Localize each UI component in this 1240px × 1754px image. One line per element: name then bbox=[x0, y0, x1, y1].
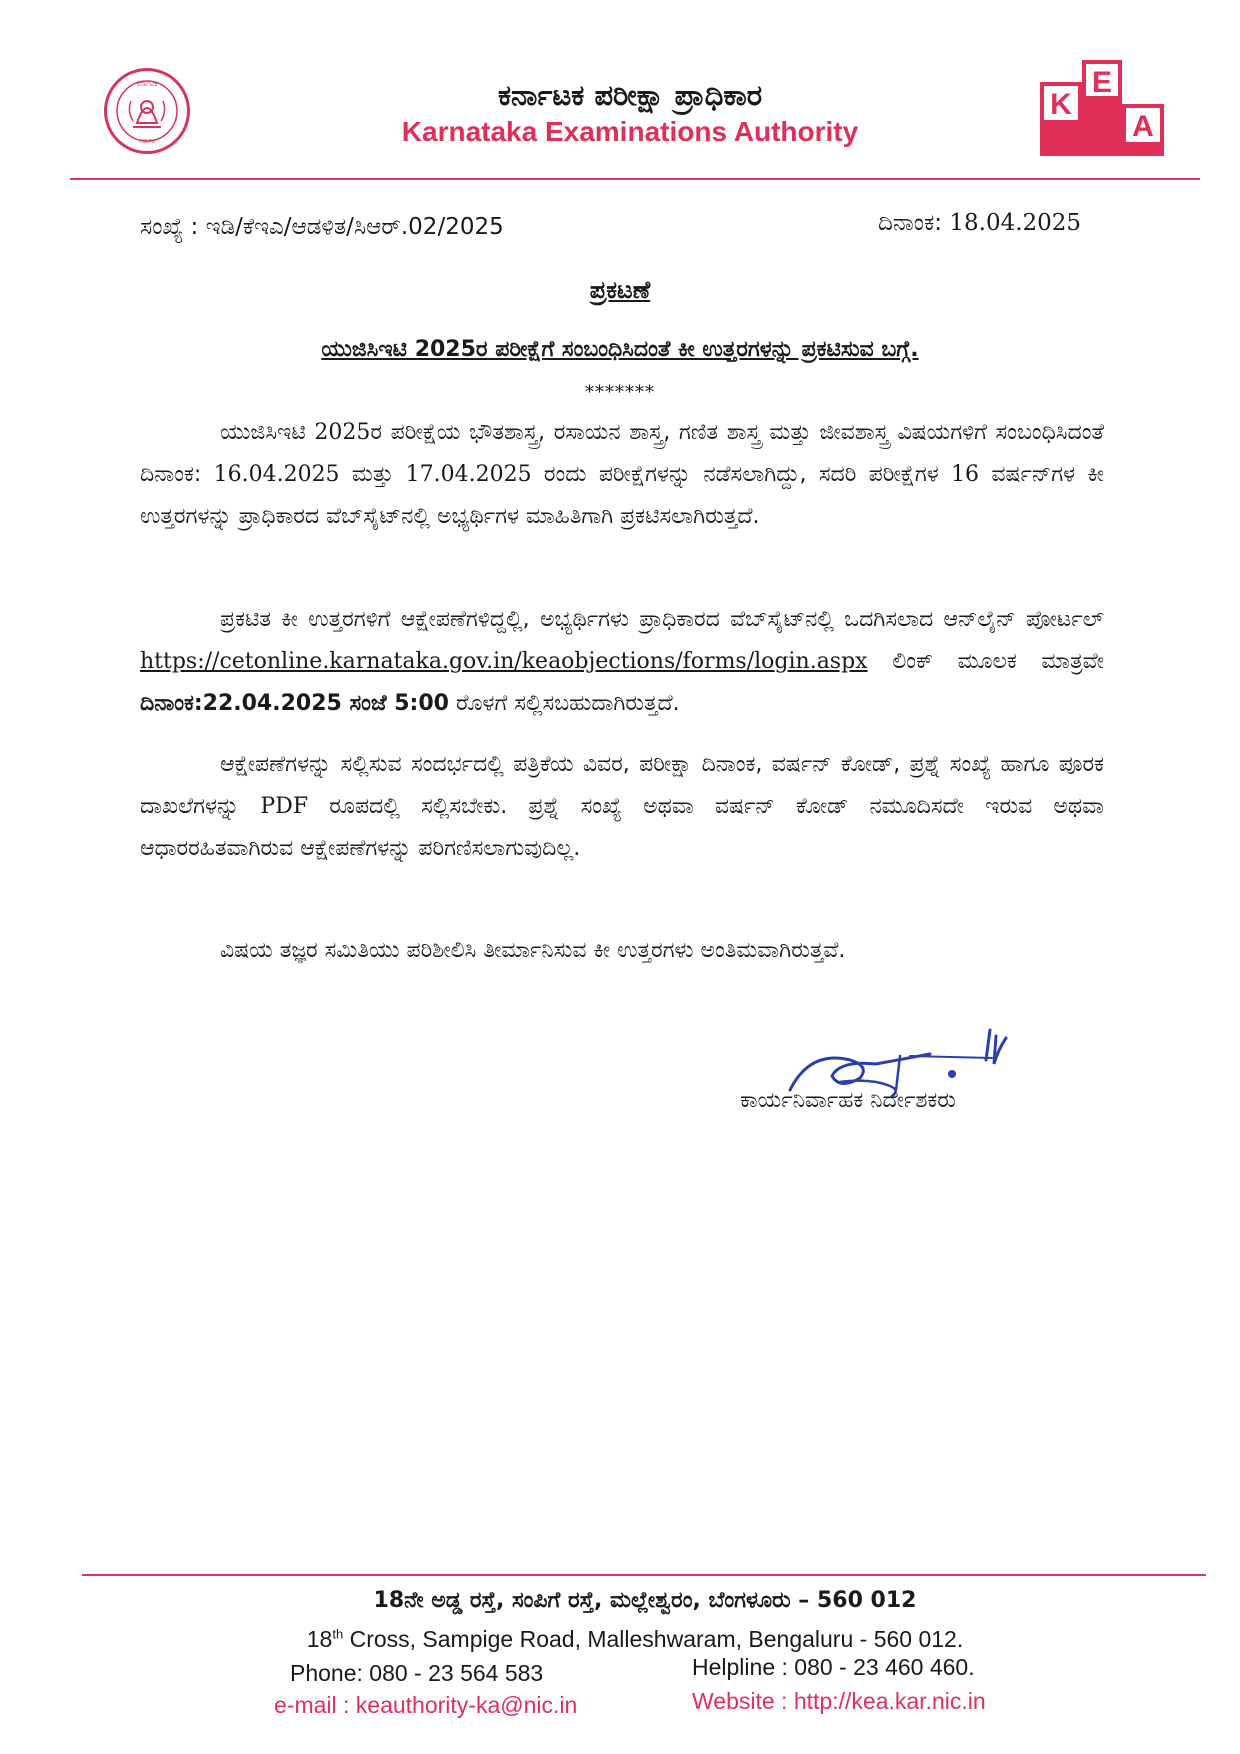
kea-logo bbox=[1040, 60, 1164, 156]
authority-title-english: Karnataka Examinations Authority bbox=[401, 116, 859, 147]
logo-letter-a: A bbox=[1132, 110, 1154, 143]
emblem-text-top: ಕರ್ನಾಟಕ bbox=[136, 80, 158, 88]
reference-label: ಸಂಖ್ಯೆ : bbox=[140, 214, 199, 240]
helpline-number: Helpline : 080 - 23 460 460. bbox=[692, 1654, 975, 1680]
notice-date bbox=[878, 210, 1081, 236]
logo-letter-k: K bbox=[1050, 88, 1072, 121]
kea-logo-icon bbox=[1040, 60, 1164, 156]
address-kannada: 18ನೇ ಅಡ್ಡ ರಸ್ತೆ, ಸಂಪಿಗೆ ರಸ್ತೆ, ಮಲ್ಲೇಶ್ವರಂ, ಬೆಂಗಳೂರು – 560 012 bbox=[373, 1588, 917, 1613]
address-english: 18th Cross, Sampige Road, Malleshwaram, Bengaluru - 560 012. bbox=[306, 1626, 964, 1652]
paragraph-exam-details: ಯುಜಿಸಿಇಟಿ 2025ರ ಪರೀಕ್ಷೆಯ ಭೌತಶಾಸ್ತ್ರ, ರಸಾಯನ ಶಾಸ್ತ್ರ, ಗಣಿತ ಶಾಸ್ತ್ರ ಮತ್ತು ಜೀವಶಾಸ್ತ್ರ ವಿಷಯಗಳಿಗೆ ಸಂಬಂಧಿಸಿದಂತೆ ದಿನಾಂಕ: 16.04.2025 ಮತ್ತು 17.04.2025 ರಂದು ಪರೀಕ್ಷೆಗಳನ್ನು ನಡೆಸಲಾಗಿದ್ದು, ಸದರಿ ಪರೀಕ್ಷೆಗಳ 16 ವರ್ಷನ್‌ಗಳ ಕೀ ಉತ್ತರಗಳನ್ನು ಪ್ರಾಧಿಕಾರದ ವೆಬ್‌ಸೈಟ್‌ನಲ್ಲಿ ಅಭ್ಯರ್ಥಿಗಳ ಮಾಹಿತಿಗಾಗಿ ಪ್ರಕಟಿಸಲಾಗಿರುತ್ತದೆ. bbox=[140, 420, 1104, 529]
date-label: ದಿನಾಂಕ: bbox=[878, 210, 943, 236]
header-divider bbox=[70, 178, 1200, 180]
notice-subject: ಯುಜಿಸಿಇಟಿ 2025ರ ಪರೀಕ್ಷೆಗೆ ಸಂಬಂಧಿಸಿದಂತೆ ಕೀ ಉತ್ತರಗಳನ್ನು ಪ್ರಕಟಿಸುವ ಬಗ್ಗೆ. bbox=[321, 337, 919, 362]
website-link[interactable]: Website : http://kea.kar.nic.in bbox=[692, 1688, 986, 1714]
phone-number: Phone: 080 - 23 564 583 bbox=[290, 1660, 544, 1686]
reference-value: ಇಡಿ/ಕೆಇಎ/ಆಡಳಿತ/ಸಿಆರ್.02/2025 bbox=[205, 214, 504, 240]
paragraph-final-keys: ವಿಷಯ ತಜ್ಞರ ಸಮಿತಿಯು ಪರಿಶೀಲಿಸಿ ತೀರ್ಮಾನಿಸುವ ಕೀ ಉತ್ತರಗಳು ಅಂತಿಮವಾಗಿರುತ್ತವೆ. bbox=[220, 938, 846, 963]
objection-portal-link[interactable]: https://cetonline.karnataka.gov.in/keaobjections/forms/login.aspx bbox=[140, 649, 868, 674]
reference-number bbox=[140, 214, 504, 240]
logo-letter-e: E bbox=[1091, 66, 1113, 99]
signatory-title: ಕಾರ್ಯನಿರ್ವಾಹಕ ನಿರ್ದೇಶಕರು bbox=[740, 1088, 956, 1113]
authority-title-kannada: ಕರ್ನಾಟಕ ಪರೀಕ್ಷಾ ಪ್ರಾಧಿಕಾರ bbox=[497, 78, 763, 112]
email-link[interactable]: e-mail : keauthority-ka@nic.in bbox=[274, 1692, 578, 1718]
emblem-text-bottom: ಸರ್ಕಾರ bbox=[138, 137, 156, 145]
footer-divider bbox=[82, 1574, 1206, 1576]
paragraph-objection-requirements: ಆಕ್ಷೇಪಣೆಗಳನ್ನು ಸಲ್ಲಿಸುವ ಸಂದರ್ಭದಲ್ಲಿ ಪತ್ರಿಕೆಯ ವಿವರ, ಪರೀಕ್ಷಾ ದಿನಾಂಕ, ವರ್ಷನ್ ಕೋಡ್, ಪ್ರಶ್ನೆ ಸಂಖ್ಯೆ ಹಾಗೂ ಪೂರಕ ದಾಖಲೆಗಳನ್ನು PDF ರೂಪದಲ್ಲಿ ಸಲ್ಲಿಸಬೇಕು. ಪ್ರಶ್ನೆ ಸಂಖ್ಯೆ ಅಥವಾ ವರ್ಷನ್ ಕೋಡ್ ನಮೂದಿಸದೇ ಇರುವ ಅಥವಾ ಆಧಾರರಹಿತವಾಗಿರುವ ಆಕ್ಷೇಪಣೆಗಳನ್ನು ಪರಿಗಣಿಸಲಾಗುವುದಿಲ್ಲ. bbox=[140, 752, 1105, 861]
date-value: 18.04.2025 bbox=[949, 210, 1082, 236]
paragraph-objection-portal: ಪ್ರಕಟಿತ ಕೀ ಉತ್ತರಗಳಿಗೆ ಆಕ್ಷೇಪಣೆಗಳಿದ್ದಲ್ಲಿ, ಅಭ್ಯರ್ಥಿಗಳು ಪ್ರಾಧಿಕಾರದ ವೆಬ್‌ಸೈಟ್‌ನಲ್ಲಿ ಒದಗಿಸಲಾದ ಆನ್‌ಲೈನ್ ಪೋರ್ಟಲ್ https://cetonline.karnataka.gov.in/keaobjections/forms/login.aspx ಲಿಂಕ್ ಮೂಲಕ ಮಾತ್ರವೇ ದಿನಾಂಕ:22.04.2025 ಸಂಜೆ 5:00 ರೊಳಗೆ ಸಲ್ಲಿಸಬಹುದಾಗಿರುತ್ತದೆ. bbox=[140, 607, 1104, 716]
separator: ******* bbox=[585, 382, 655, 403]
objection-deadline: ದಿನಾಂಕ:22.04.2025 ಸಂಜೆ 5:00 bbox=[140, 691, 449, 716]
notice-heading: ಪ್ರಕಟಣೆ bbox=[589, 276, 651, 304]
